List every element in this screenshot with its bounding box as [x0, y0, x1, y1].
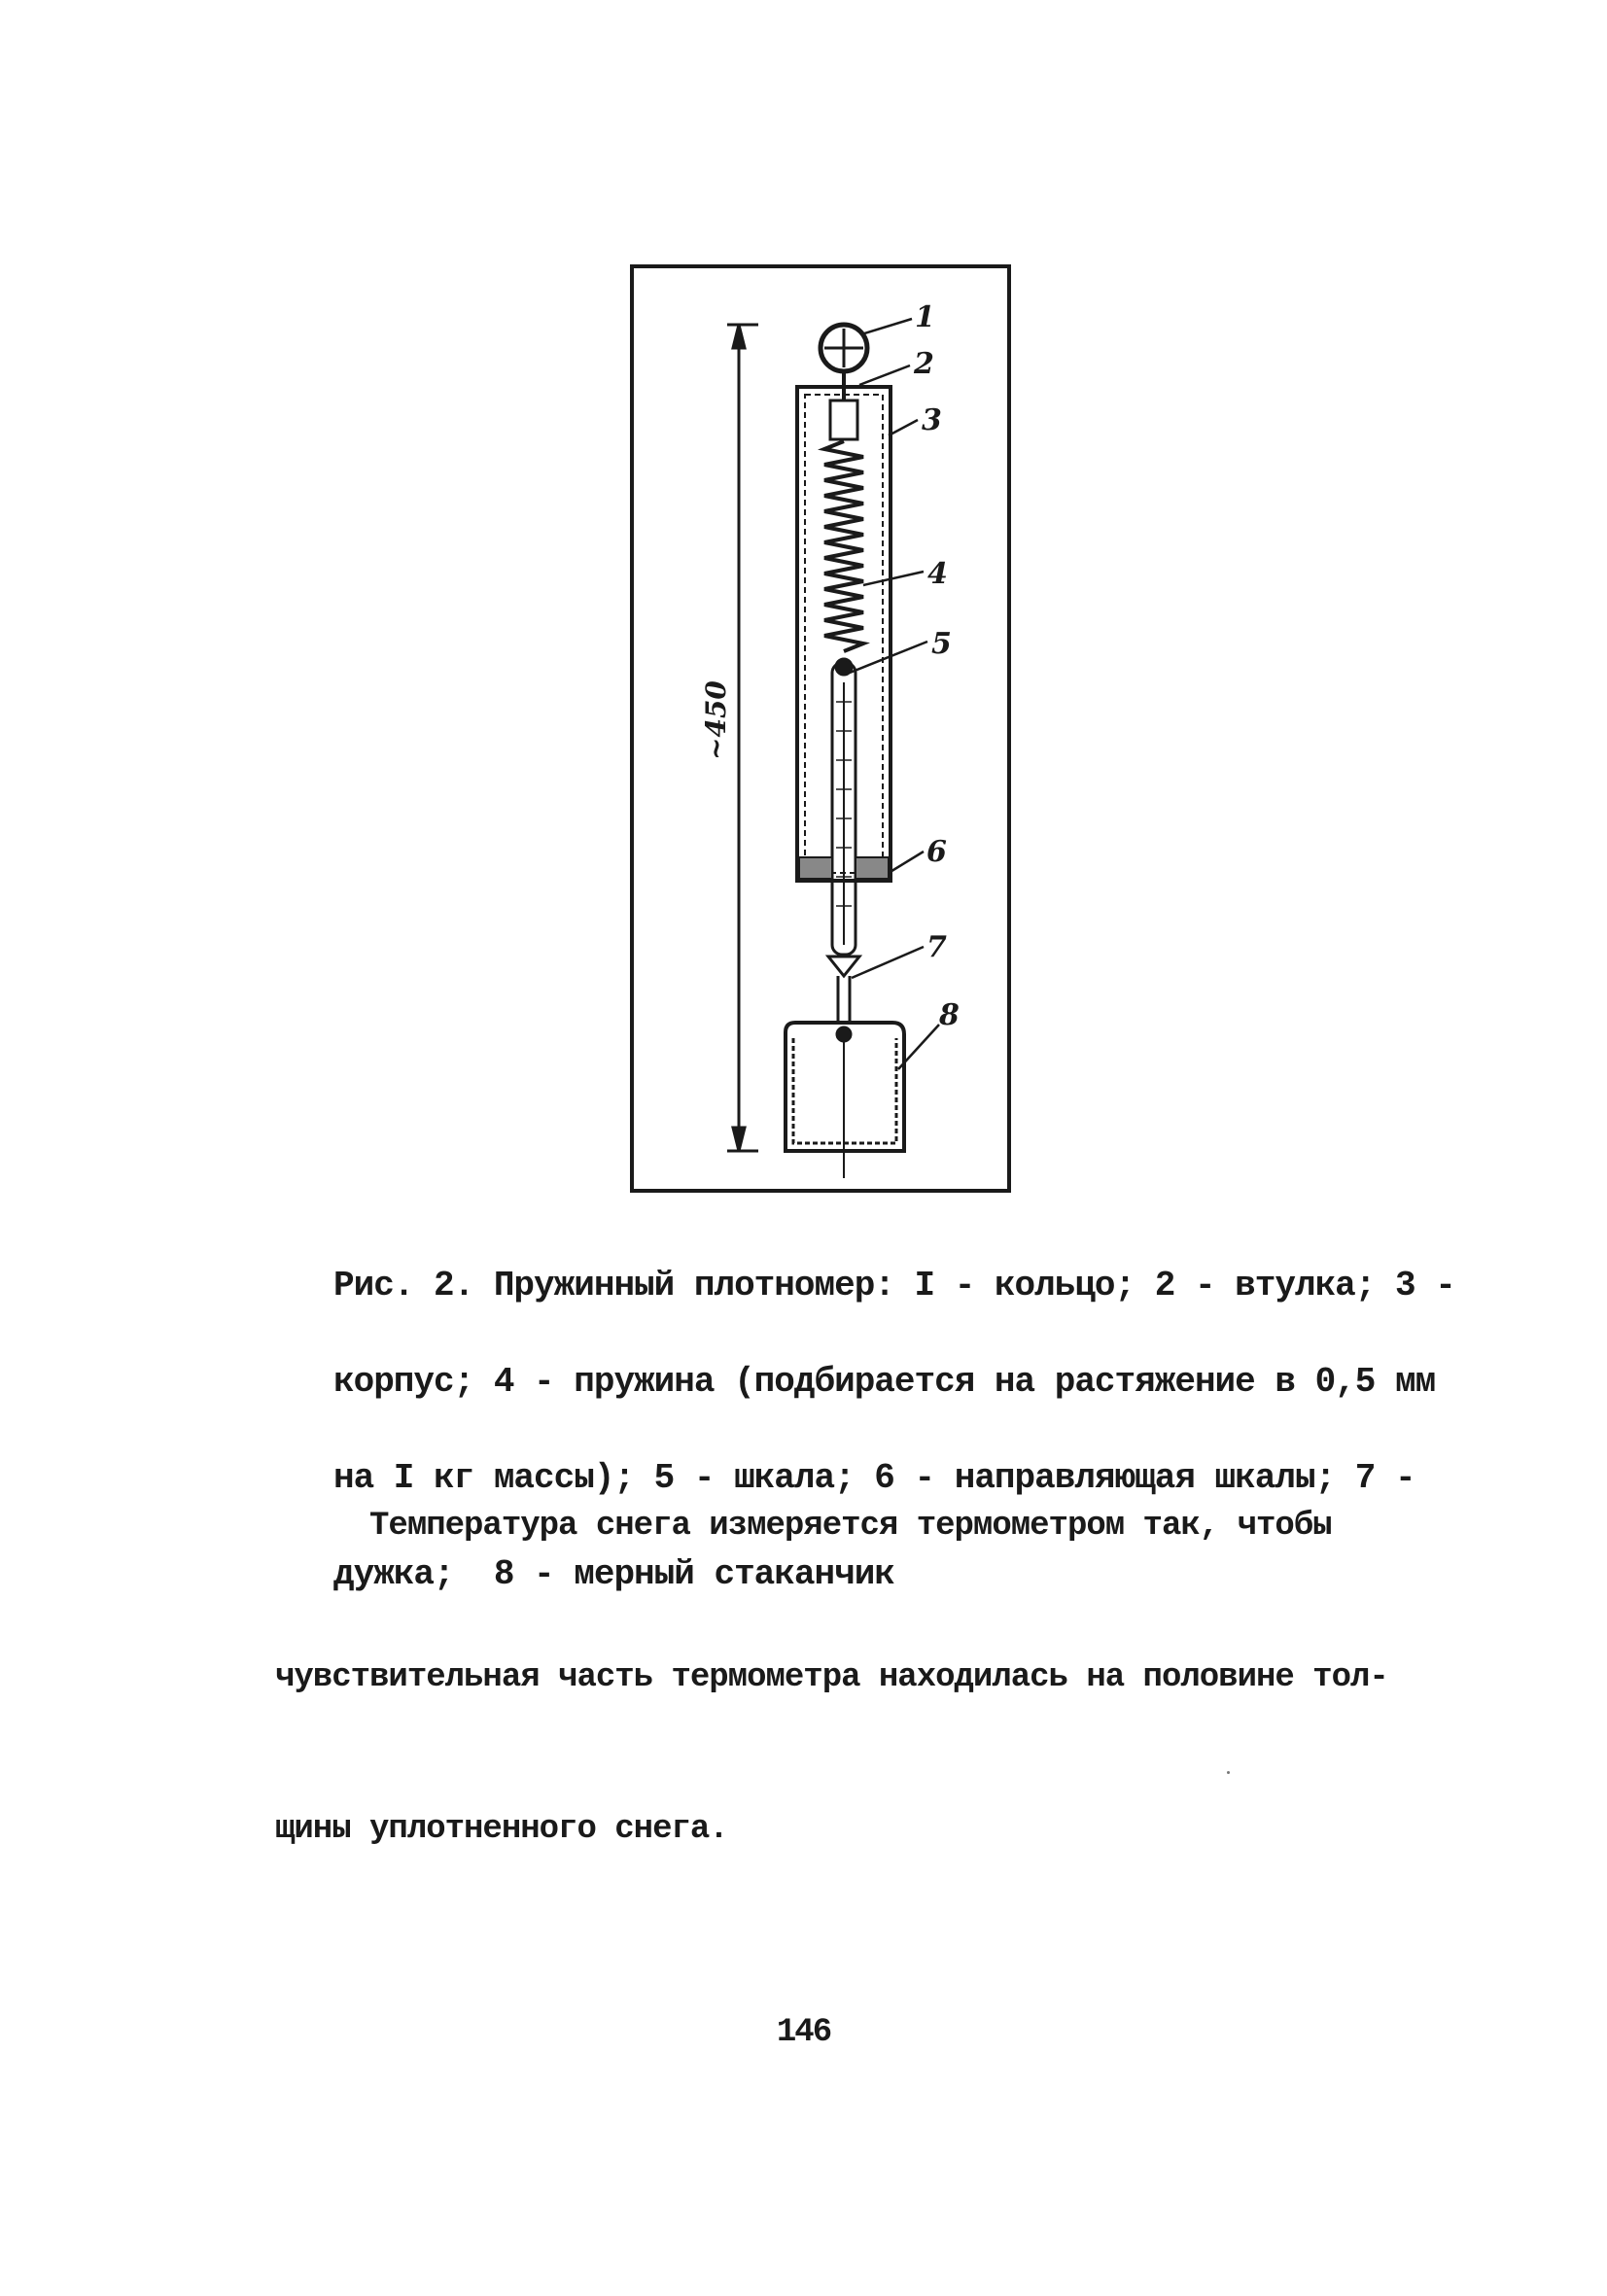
callout-2: 2 — [914, 347, 934, 381]
body-line: Температура снега измеряется термометром так, чтобы — [275, 1508, 1332, 1545]
caption-line: корпус; 4 - пружина (подбирается на растяжение в 0,5 мм — [333, 1362, 1436, 1402]
dimension-label: ~450 — [700, 680, 732, 760]
callout-3: 3 — [922, 403, 942, 437]
callout-7: 7 — [926, 930, 947, 964]
caption-line: дужка; 8 - мерный стаканчик — [333, 1554, 894, 1594]
spring — [824, 441, 863, 651]
scan-speck — [1227, 1771, 1230, 1774]
body-line: чувствительная часть термометра находилась на половине тол- — [275, 1659, 1388, 1696]
caption-line: Рис. 2. Пружинный плотномер: I - кольцо; 2 - втулка; 3 - — [333, 1266, 1455, 1305]
callout-8: 8 — [939, 998, 960, 1032]
shackle — [828, 957, 859, 976]
scale-guide — [799, 857, 832, 879]
dimension-arrow-top — [733, 325, 745, 348]
callout-6: 6 — [926, 835, 947, 869]
spring-densimeter-drawing — [630, 264, 1011, 1193]
bushing — [830, 400, 857, 439]
body-line: щины уплотненного снега. — [275, 1811, 728, 1848]
caption-line: на I кг массы); 5 - шкала; 6 - направляющая шкалы; 7 - — [333, 1458, 1415, 1498]
body-paragraph — [275, 1400, 1415, 1956]
callout-1: 1 — [915, 300, 935, 334]
callout-4: 4 — [927, 557, 948, 591]
callout-5: 5 — [931, 627, 952, 661]
page-number: 146 — [776, 2014, 831, 2051]
dimension-arrow-bottom — [733, 1128, 745, 1151]
